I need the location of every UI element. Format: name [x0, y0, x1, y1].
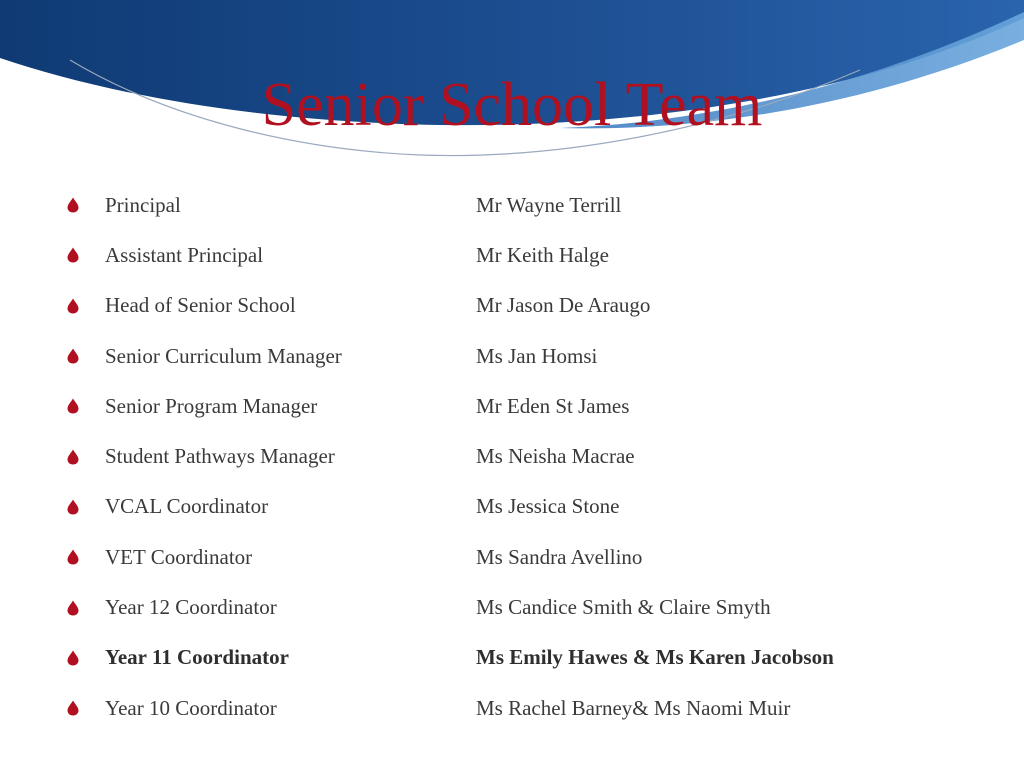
person-name: Ms Candice Smith & Claire Smyth	[476, 595, 771, 620]
droplet-bullet-icon	[67, 247, 79, 263]
person-name: Mr Keith Halge	[476, 242, 609, 267]
roster-row	[64, 482, 964, 532]
role-label: Student Pathways Manager	[105, 444, 335, 469]
role-label: Senior Program Manager	[105, 393, 318, 418]
role-label: Year 10 Coordinator	[105, 695, 277, 720]
droplet-bullet-icon	[67, 499, 79, 515]
person-name: Ms Emily Hawes & Ms Karen Jacobson	[476, 645, 834, 670]
person-name: Mr Jason De Araugo	[476, 293, 651, 318]
role-label: VET Coordinator	[105, 544, 253, 569]
droplet-bullet-icon	[67, 197, 79, 213]
role-label: Year 11 Coordinator	[105, 645, 289, 670]
person-name: Ms Jan Homsi	[476, 343, 598, 368]
role-label: VCAL Coordinator	[105, 494, 269, 519]
team-roster-list	[64, 180, 964, 733]
roster-row	[64, 532, 964, 582]
droplet-bullet-icon	[67, 600, 79, 616]
person-name: Ms Sandra Avellino	[476, 544, 643, 569]
role-label: Head of Senior School	[105, 293, 296, 318]
slide-title: Senior School Team	[261, 71, 763, 139]
roster-row	[64, 281, 964, 331]
roster-row	[64, 230, 964, 280]
person-name: Mr Eden St James	[476, 393, 630, 418]
droplet-bullet-icon	[67, 549, 79, 565]
droplet-bullet-icon	[67, 449, 79, 465]
roster-row	[64, 381, 964, 431]
person-name: Ms Neisha Macrae	[476, 444, 635, 469]
role-label: Senior Curriculum Manager	[105, 343, 342, 368]
role-label: Principal	[105, 192, 181, 217]
roster-row	[64, 331, 964, 381]
person-name: Ms Jessica Stone	[476, 494, 620, 519]
roster-row	[64, 180, 964, 230]
roster-row	[64, 683, 964, 733]
role-label: Assistant Principal	[105, 242, 264, 267]
roster-row	[64, 431, 964, 481]
droplet-bullet-icon	[67, 348, 79, 364]
person-name: Mr Wayne Terrill	[476, 192, 622, 217]
roster-row	[64, 582, 964, 632]
droplet-bullet-icon	[67, 298, 79, 314]
droplet-bullet-icon	[67, 700, 79, 716]
droplet-bullet-icon	[67, 650, 79, 666]
droplet-bullet-icon	[67, 398, 79, 414]
person-name: Ms Rachel Barney& Ms Naomi Muir	[476, 695, 791, 720]
roster-row	[64, 633, 964, 683]
role-label: Year 12 Coordinator	[105, 595, 277, 620]
